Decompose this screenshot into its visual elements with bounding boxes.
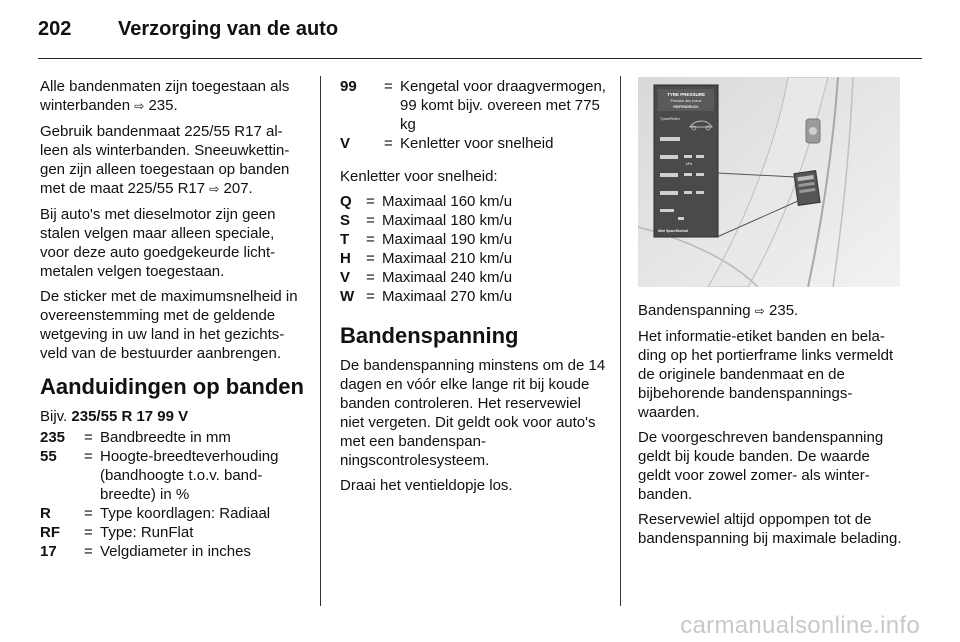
definition-row: 99 = Kengetal voor draagvermogen, 99 komt bijv. overeen met 775 kg — [340, 78, 606, 133]
page-header — [38, 18, 338, 48]
page-ref-arrow-icon: ⇨ — [134, 99, 145, 113]
definition-row: V = Kenletter voor snelheid — [340, 135, 554, 152]
definition-row: R = Type koordlagen: Radiaal — [40, 505, 271, 522]
column-2 — [340, 77, 608, 501]
tyre-pressure-label-photo — [638, 77, 900, 287]
page-ref-link[interactable]: 207. — [223, 180, 253, 197]
definition-row: 235 = Bandbreedte in mm — [40, 429, 231, 446]
heading-tyre-pressure: Bandenspanning — [340, 323, 519, 348]
page-title: Verzorging van de auto — [118, 18, 339, 40]
speed-code-list — [340, 192, 608, 306]
sticker-bottom: Mini Spare/Notrad — [658, 229, 688, 233]
paragraph-diesel-rims: Bij auto's met dieselmotor zijn geen stalen velgen maar alleen speciale, voor deze auto goedgekeurde lichtmetalen velgen toegestaan. — [40, 206, 276, 280]
speed-row: W = Maximaal 270 km/u — [340, 288, 513, 305]
speed-row: Q = Maximaal 160 km/u — [340, 193, 513, 210]
paragraph-pressure-ref: Bandenspanning ⇨ 235. — [638, 302, 799, 319]
tyre-code-definitions — [40, 428, 306, 561]
sticker-title: TYRE PRESSURE — [666, 92, 706, 97]
column-divider-2 — [620, 76, 621, 606]
page-ref-link[interactable]: 235. — [769, 302, 799, 319]
example-line: Bijv. 235/55 R 17 99 V — [40, 408, 189, 425]
tyre-code-definitions-cont — [340, 77, 608, 153]
page-ref-arrow-icon: ⇨ — [209, 182, 220, 196]
definition-row: 55 = Hoogte-breedteverhouding (bandhoogte t.o.v. bandbreedte) in % — [40, 448, 279, 503]
column-3 — [638, 77, 906, 554]
heading-tyre-markings: Aanduidingen op banden — [40, 374, 304, 399]
sticker-line2: REIFENDRUCK — [673, 105, 699, 109]
header-rule — [38, 58, 922, 59]
example-code: 235/55 R 17 99 V — [71, 408, 189, 425]
watermark: carmanualsonline.info — [680, 612, 920, 639]
definition-row: RF = Type: RunFlat — [40, 524, 194, 541]
sticker-line1: Pression des pneus — [670, 99, 702, 103]
sticker-kpa: kPa — [686, 162, 693, 166]
paragraph-tyre-size: Gebruik bandenmaat 225/55 R17 alleen als winterbanden. Sneeuwkettingen zijn alleen toegestaan op banden met de maat 225/55 R17 ⇨ 207. — [40, 123, 290, 197]
speed-row: V = Maximaal 240 km/u — [340, 269, 513, 286]
column-divider-1 — [320, 76, 321, 606]
page-number: 202 — [38, 18, 72, 40]
paragraph-cold-tyres: De voorgeschreven bandenspanning geldt bij koude banden. De waarde geldt voor zowel zomer- als winterbanden. — [638, 429, 884, 503]
paragraph-valve-cap: Draai het ventieldopje los. — [340, 477, 513, 494]
page-ref-arrow-icon: ⇨ — [754, 304, 765, 318]
page-ref-link[interactable]: 235. — [148, 97, 178, 114]
sticker-tyre-label: Tyres/Reifen — [660, 117, 680, 121]
speed-code-intro: Kenletter voor snelheid: — [340, 168, 498, 185]
paragraph-info-label: Het informatie-etiket banden en belading op het portierframe links vermeldt de originele bandenmaat en de bijbehorende bandenspanningswaarden. — [638, 328, 894, 421]
paragraph-winter-tyres: Alle bandenmaten zijn toegestaan als winterbanden ⇨ 235. — [40, 78, 290, 114]
speed-row: T = Maximaal 190 km/u — [340, 231, 513, 248]
column-1 — [40, 77, 306, 561]
paragraph-spare-wheel: Reservewiel altijd oppompen tot de bandenspanning bij maximale belading. — [638, 511, 902, 547]
speed-row: H = Maximaal 210 km/u — [340, 250, 513, 267]
definition-row: 17 = Velgdiameter in inches — [40, 543, 251, 560]
speed-row: S = Maximaal 180 km/u — [340, 212, 513, 229]
paragraph-check-pressure: De bandenspanning minstens om de 14 dagen en vóór elke lange rit bij koude banden controleren. Het reservewiel niet vergeten. Dit geldt ook voor auto's met een bandenspanningscontrolesysteem. — [340, 357, 606, 469]
paragraph-speed-sticker: De sticker met de maximumsnelheid in overeenstemming met de geldende wetgeving in uw land in het gezichtsveld van de bestuurder aanbrengen. — [40, 288, 298, 362]
